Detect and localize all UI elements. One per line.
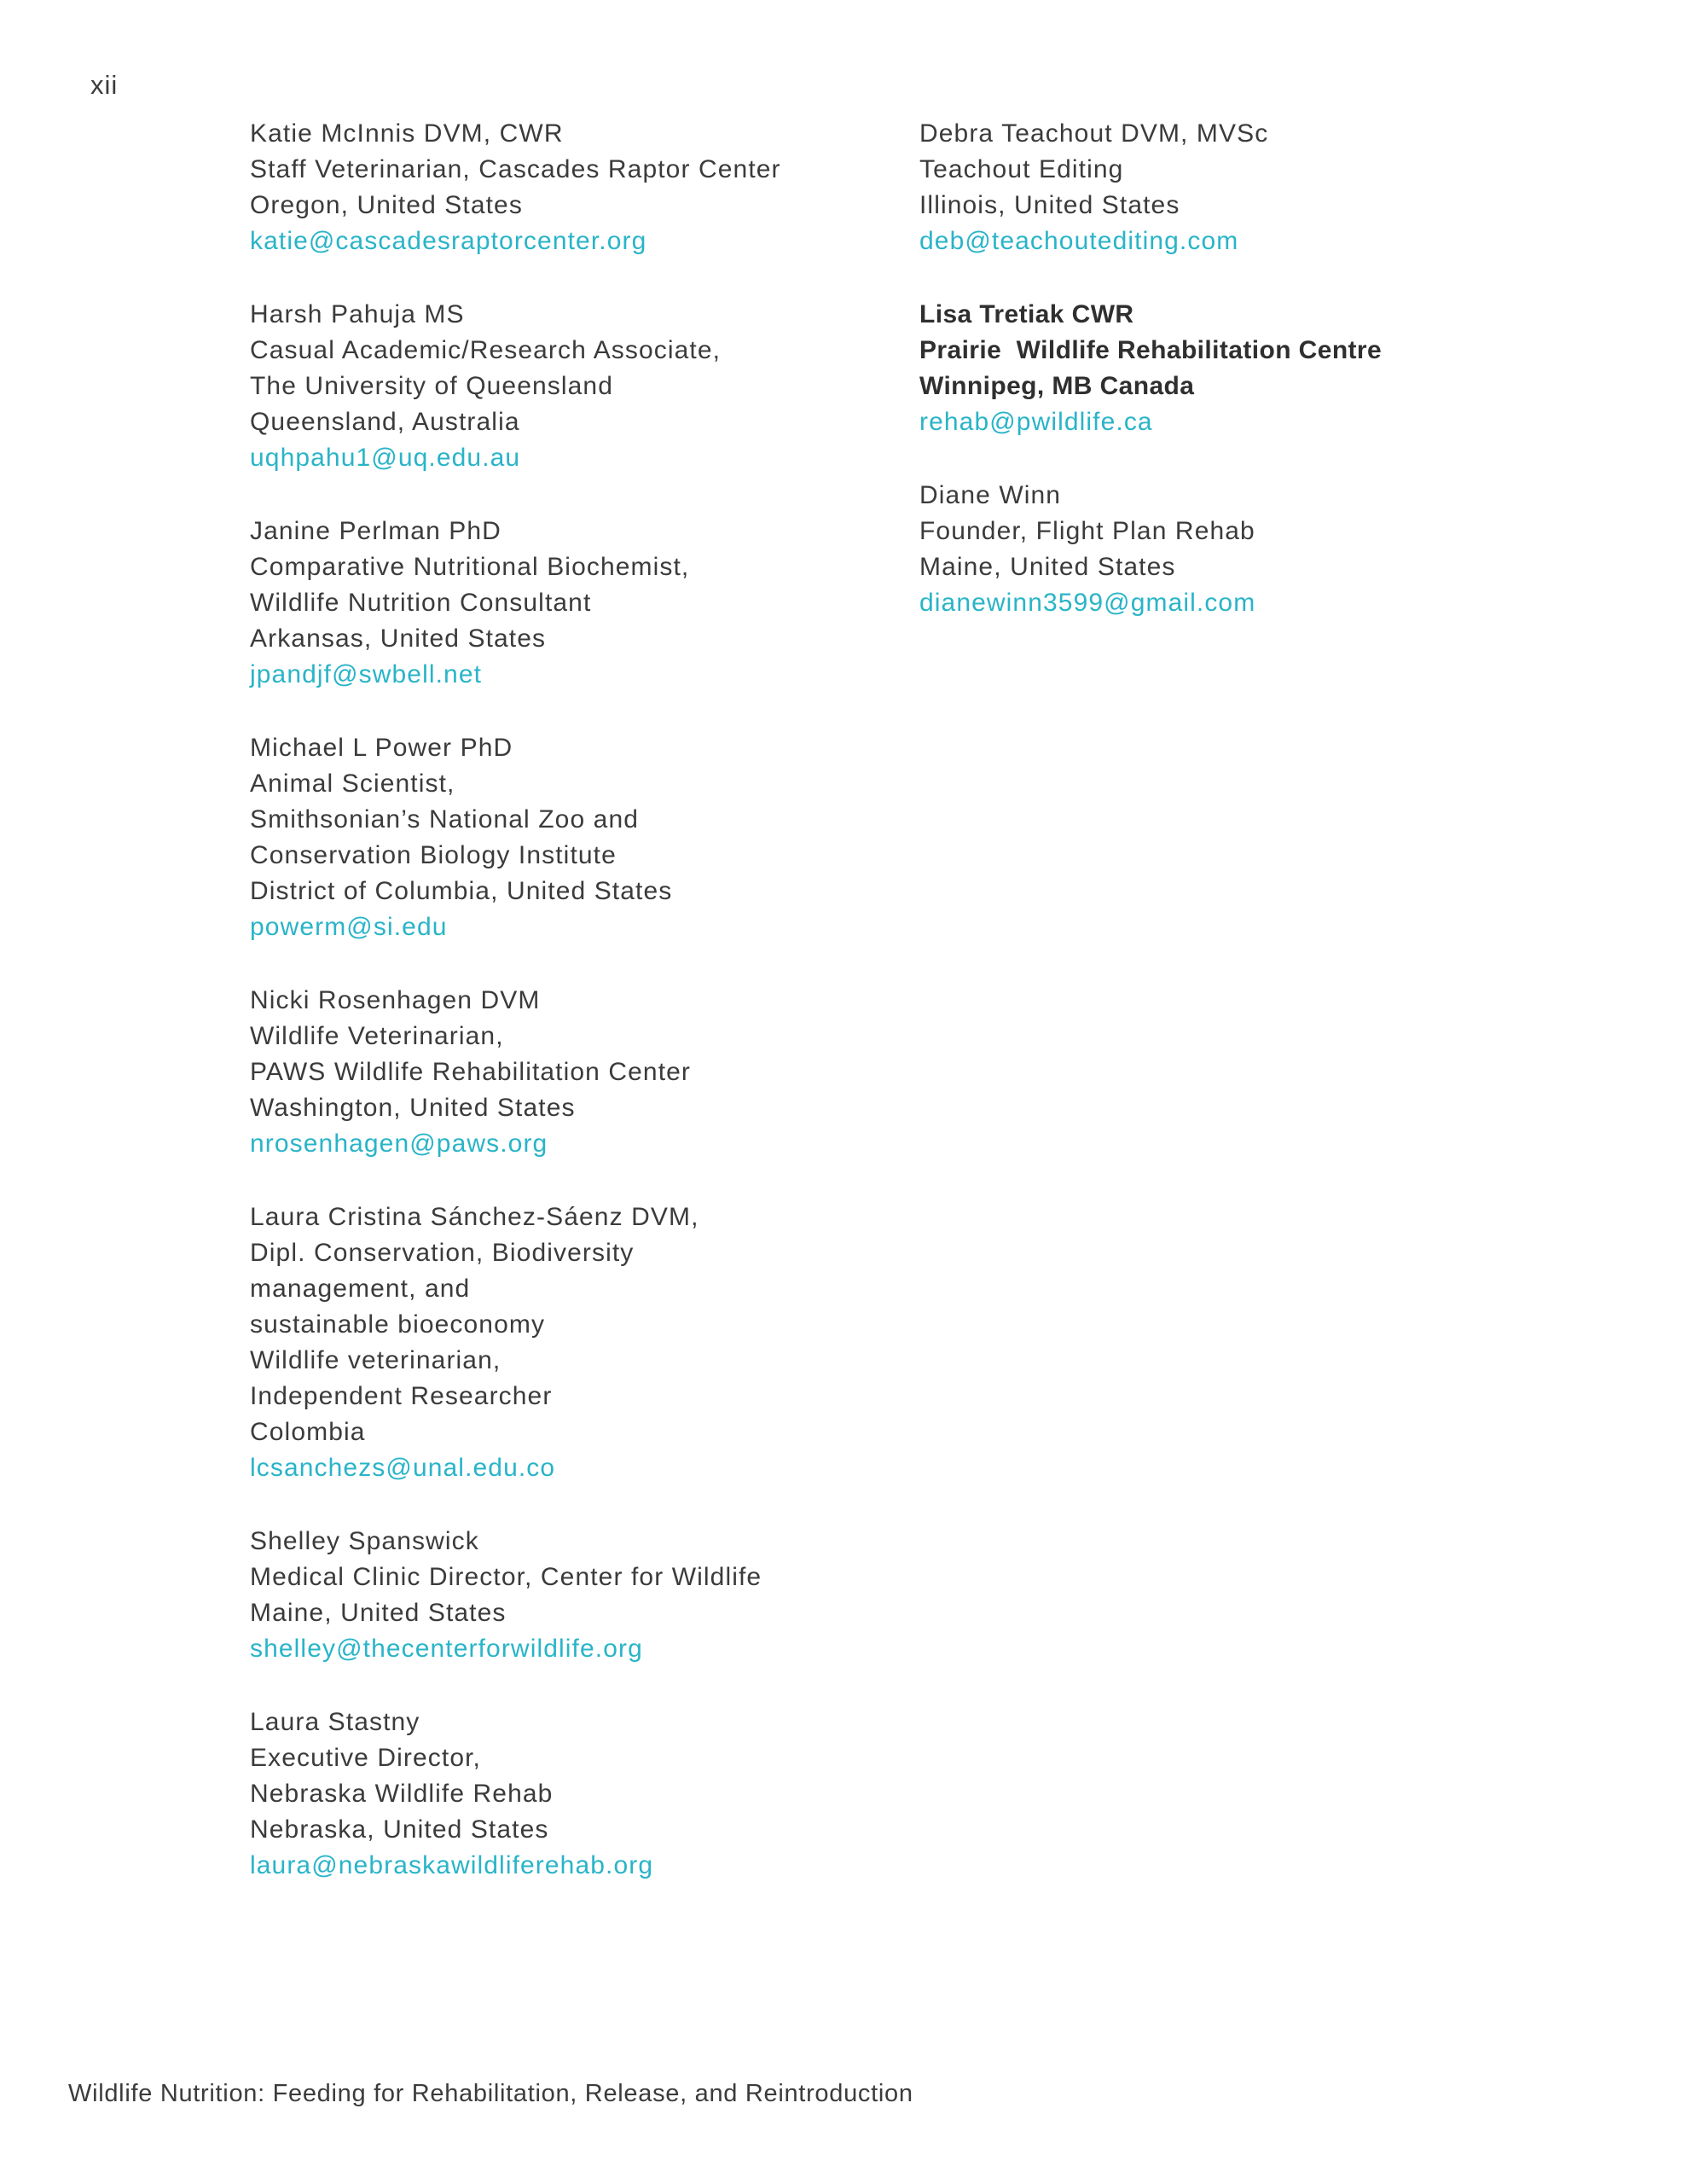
contributor-text-line: Conservation Biology Institute (250, 841, 617, 869)
contributor-text-line: Lisa Tretiak CWR (919, 300, 1134, 328)
contributor-text-line: Nebraska, United States (250, 1815, 549, 1844)
contributor-email-link[interactable]: katie@cascadesraptorcenter.org (250, 227, 647, 255)
contributor-text-line: Animal Scientist, (250, 770, 455, 798)
contributor-entry (919, 478, 1627, 621)
contributor-text-line: Debra Teachout DVM, MVSc (919, 119, 1269, 148)
contributor-email-link[interactable]: lcsanchezs@unal.edu.co (250, 1454, 556, 1482)
contributor-entry (919, 297, 1627, 440)
contributor-text-line: Comparative Nutritional Biochemist, (250, 553, 690, 581)
contributor-text-line: Diane Winn (919, 481, 1062, 509)
contributor-text-line: Wildlife veterinarian, (250, 1346, 501, 1374)
contributor-text-line: Teachout Editing (919, 155, 1124, 183)
contributor-text-line: Janine Perlman PhD (250, 517, 501, 545)
contributor-text-line: Founder, Flight Plan Rehab (919, 517, 1255, 545)
contributor-text-line: PAWS Wildlife Rehabilitation Center (250, 1058, 692, 1086)
contributor-text-line: Oregon, United States (250, 191, 523, 219)
contributor-text-line: Washington, United States (250, 1094, 576, 1122)
contributor-text-line: Colombia (250, 1418, 366, 1446)
contributor-text-line: Medical Clinic Director, Center for Wildlife (250, 1563, 762, 1591)
contributor-text-line: Executive Director, (250, 1744, 481, 1772)
contributor-email-link[interactable]: laura@nebraskawildliferehab.org (250, 1851, 654, 1879)
contributors-right-column (919, 116, 1627, 659)
footer-book-title: Wildlife Nutrition: Feeding for Rehabilitation, Release, and Reintroduction (68, 2080, 913, 2107)
contributor-email-link[interactable]: jpandjf@swbell.net (250, 660, 483, 688)
contributor-text-line: Maine, United States (919, 553, 1176, 581)
contributor-text-line: Illinois, United States (919, 191, 1180, 219)
contributor-email-link[interactable]: uqhpahu1@uq.edu.au (250, 444, 521, 472)
contributor-text-line: Arkansas, United States (250, 624, 547, 653)
contributor-text-line: Harsh Pahuja MS (250, 300, 465, 328)
contributor-entry (919, 116, 1627, 259)
contributor-text-line: Casual Academic/Research Associate, (250, 336, 722, 364)
contributor-email-link[interactable]: shelley@thecenterforwildlife.org (250, 1635, 643, 1663)
contributor-email-link[interactable]: deb@teachoutediting.com (919, 227, 1239, 255)
contributors-left-column (250, 116, 898, 1921)
contributor-entry (250, 514, 898, 693)
page-number: xii (90, 70, 119, 100)
contributor-entry (250, 730, 898, 945)
contributor-text-line: Prairie Wildlife Rehabilitation Centre (919, 336, 1383, 364)
contributor-text-line: Queensland, Australia (250, 408, 520, 436)
contributor-email-link[interactable]: powerm@si.edu (250, 913, 448, 941)
contributor-text-line: Smithsonian’s National Zoo and (250, 805, 640, 834)
contributor-text-line: Michael L Power PhD (250, 734, 513, 762)
contributor-text-line: Laura Cristina Sánchez-Sáenz DVM, (250, 1203, 699, 1231)
contributor-text-line: The University of Queensland (250, 372, 613, 400)
contributor-text-line: Laura Stastny (250, 1708, 420, 1736)
contributor-text-line: Nebraska Wildlife Rehab (250, 1780, 554, 1808)
contributor-entry (250, 983, 898, 1162)
contributor-entry (250, 1199, 898, 1486)
contributor-entry (250, 297, 898, 476)
contributor-email-link[interactable]: nrosenhagen@paws.org (250, 1130, 548, 1158)
contributor-text-line: Staff Veterinarian, Cascades Raptor Center (250, 155, 781, 183)
contributor-entry (250, 1524, 898, 1667)
contributor-text-line: Wildlife Nutrition Consultant (250, 589, 592, 617)
contributor-email-link[interactable]: dianewinn3599@gmail.com (919, 589, 1256, 617)
contributor-text-line: management, and (250, 1275, 471, 1303)
contributor-text-line: Winnipeg, MB Canada (919, 372, 1195, 400)
contributor-entry (250, 116, 898, 259)
contributor-text-line: Dipl. Conservation, Biodiversity (250, 1239, 635, 1267)
contributor-text-line: Maine, United States (250, 1599, 507, 1627)
contributor-text-line: Shelley Spanswick (250, 1527, 479, 1555)
contributor-text-line: sustainable bioeconomy (250, 1310, 546, 1339)
contributor-text-line: Katie McInnis DVM, CWR (250, 119, 564, 148)
contributor-text-line: District of Columbia, United States (250, 877, 673, 905)
contributor-entry (250, 1705, 898, 1884)
contributor-email-link[interactable]: rehab@pwildlife.ca (919, 408, 1153, 436)
contributor-text-line: Nicki Rosenhagen DVM (250, 986, 541, 1014)
contributor-text-line: Independent Researcher (250, 1382, 553, 1410)
contributor-text-line: Wildlife Veterinarian, (250, 1022, 504, 1050)
